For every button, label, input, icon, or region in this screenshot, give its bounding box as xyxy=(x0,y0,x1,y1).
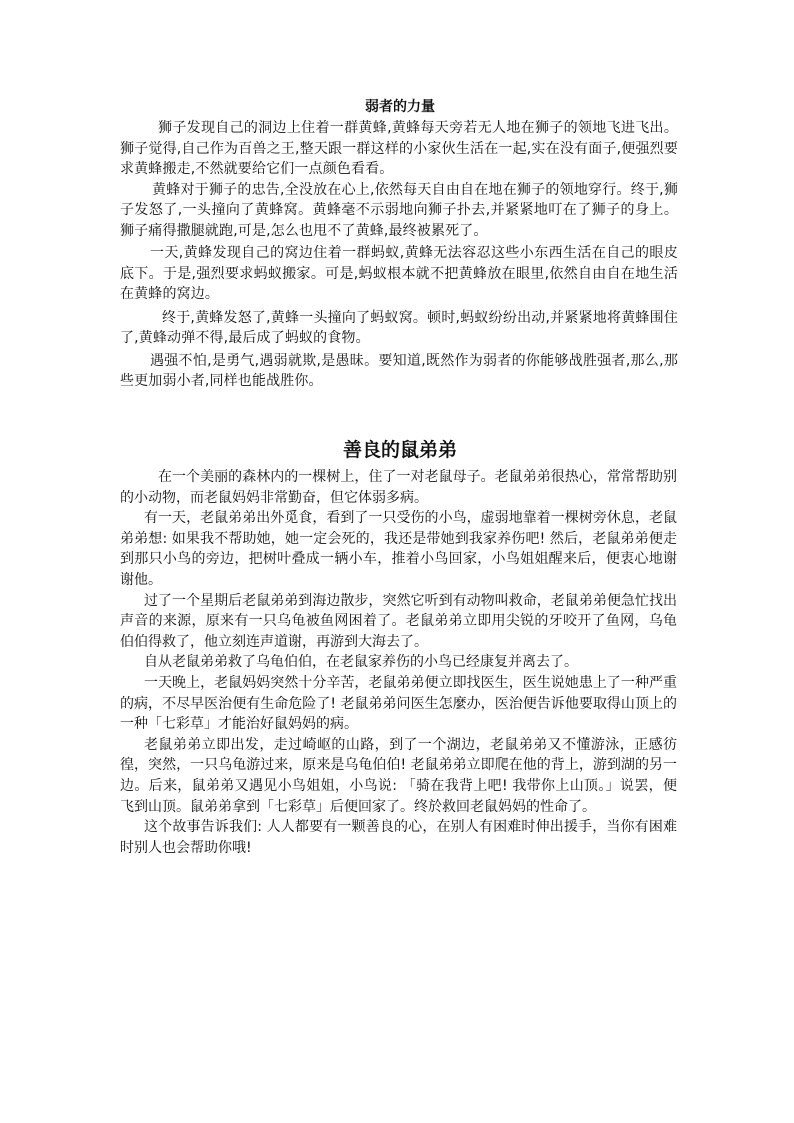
story2-paragraph-2: 有一天，老鼠弟弟出外觅食，看到了一只受伤的小鸟，虚弱地靠着一棵树旁休息，老鼠弟弟想: 如果我不帮助她，她一定会死的，我还是带她到我家养伤吧! 然后，老鼠弟弟便走到那只小鸟的旁边，把树叶叠成一辆小车，推着小鸟回家，小鸟姐姐醒来后，便衷心地谢谢他。 xyxy=(120,510,677,588)
story2-paragraph-5: 一天晚上，老鼠妈妈突然十分辛苦，老鼠弟弟便立即找医生，医生说她患上了一种严重的病，不尽早医治便有生命危险了! 老鼠弟弟问医生怎麼办，医治便告诉他要取得山顶上的一种「七彩草」才能治好鼠妈妈的病。 xyxy=(120,674,677,733)
story1-paragraph-3: 一天,黄蜂发现自己的窝边住着一群蚂蚁,黄蜂无法容忍这些小东西生活在自己的眼皮底下。于是,强烈要求蚂蚁搬家。可是,蚂蚁根本就不把黄蜂放在眼里,依然自由自在地生活在黄蜂的窝边。 xyxy=(120,245,678,302)
story2-paragraph-3: 过了一个星期后老鼠弟弟到海边散步，突然它听到有动物叫救命，老鼠弟弟便急忙找出声音的来源，原来有一只乌龟被鱼网困着了。老鼠弟弟立即用尖锐的牙咬开了鱼网，乌龟伯伯得救了，他立刻连声道谢，再游到大海去了。 xyxy=(120,592,677,650)
story2-paragraph-4: 自从老鼠弟弟救了乌龟伯伯，在老鼠家养伤的小鸟已经康复并离去了。 xyxy=(144,654,578,671)
story1-body xyxy=(120,118,678,392)
story1-paragraph-4: 终于,黄蜂发怒了,黄蜂一头撞向了蚂蚁窝。顿时,蚂蚁纷纷出动,并紧紧地将黄蜂围住了,黄蜂动弹不得,最后成了蚂蚁的食物。 xyxy=(120,309,678,346)
story2-paragraph-1: 在一个美丽的森林内的一棵树上，住了一对老鼠母子。老鼠弟弟很热心，常常帮助别的小动物，而老鼠妈妈非常勤奋，但它体弱多病。 xyxy=(120,469,677,506)
story2-paragraph-6: 老鼠弟弟立即出发，走过崎岖的山路，到了一个湖边，老鼠弟弟又不懂游泳，正感彷徨，突然，一只乌龟游过来，原来是乌龟伯伯! 老鼠弟弟立即爬在他的背上，游到湖的另一边。后来，鼠弟弟又遇见小鸟姐姐，小鸟说: 「骑在我背上吧! 我带你上山顶。」说罢，便飞到山顶。鼠弟弟拿到「七彩草」后便回家了。终於救回老鼠妈妈的性命了。 xyxy=(120,736,677,815)
story2-title: 善良的鼠弟弟 xyxy=(342,439,457,461)
story1-paragraph-5: 遇强不怕,是勇气,遇弱就欺,是愚昧。要知道,既然作为弱者的你能够战胜强者,那么,那些更加弱小者,同样也能战胜你。 xyxy=(120,352,678,389)
story1-paragraph-1: 狮子发现自己的洞边上住着一群黄蜂,黄蜂每天旁若无人地在狮子的领地飞进飞出。狮子觉得,自己作为百兽之王,整天跟一群这样的小家伙生活在一起,实在没有面子,便强烈要求黄蜂搬走,不然就要给它们一点颜色看看。 xyxy=(120,120,678,177)
story2-body xyxy=(120,467,677,858)
story1-title: 弱者的力量 xyxy=(365,99,435,115)
story2-paragraph-7: 这个故事告诉我们: 人人都要有一颗善良的心，在别人有困难时伸出援手，当你有困难时别人也会帮助你哦! xyxy=(120,819,677,856)
story1-paragraph-2: 黄蜂对于狮子的忠告,全没放在心上,依然每天自由自在地在狮子的领地穿行。终于,狮子发怒了,一头撞向了黄蜂窝。黄蜂毫不示弱地向狮子扑去,并紧紧地叮在了狮子的身上。狮子痛得撒腿就跑,可是,怎么也甩不了黄蜂,最终被累死了。 xyxy=(120,181,678,239)
